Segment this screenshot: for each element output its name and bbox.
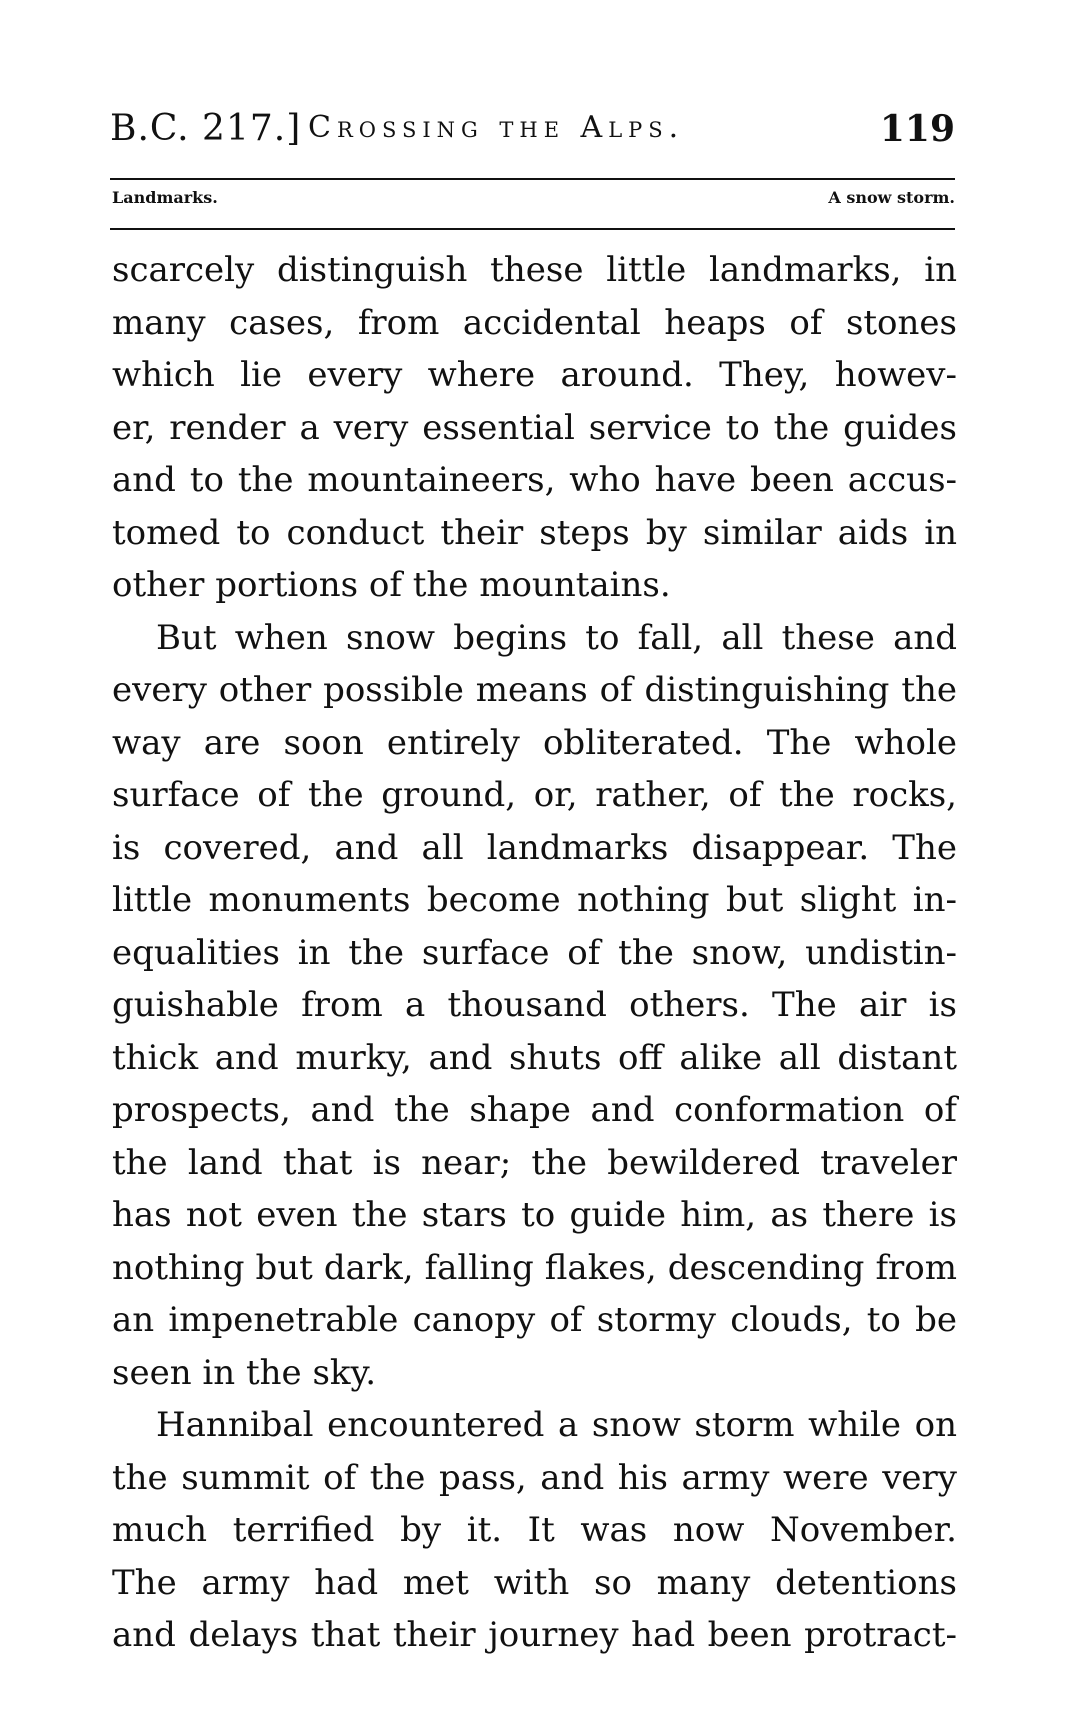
text-line: other portions of the mountains. xyxy=(112,565,671,605)
text-line: tomed to conduct their steps by similar aids in xyxy=(112,512,957,553)
text-line: But when snow begins to fall, all these and xyxy=(156,617,957,658)
text-line: nothing but dark, falling flakes, descending from xyxy=(112,1247,957,1288)
sidenote-right: A snow storm. xyxy=(828,188,955,207)
sidenote-left: Landmarks. xyxy=(112,188,218,207)
body-text xyxy=(112,244,957,1662)
text-line: seen in the sky. xyxy=(112,1352,377,1393)
running-head-title: Crossing the Alps. xyxy=(308,110,685,145)
text-line: prospects, and the shape and conformation of xyxy=(112,1090,957,1130)
text-line: little monuments become nothing but slight in- xyxy=(112,880,957,920)
text-line: every other possible means of distinguishing the xyxy=(112,670,957,710)
text-line: er, render a very essential service to the guides xyxy=(112,407,957,448)
running-header xyxy=(110,108,955,158)
header-rule-top xyxy=(110,178,955,180)
text-line: equalities in the surface of the snow, undistin- xyxy=(112,932,957,973)
text-line: surface of the ground, or, rather, of the rocks, xyxy=(112,775,957,815)
text-line: an impenetrable canopy of stormy clouds, to be xyxy=(112,1300,957,1340)
text-line: has not even the stars to guide him, as there is xyxy=(112,1195,957,1235)
running-head-date: B.C. 217.] xyxy=(110,108,302,149)
text-line: and to the mountaineers, who have been accus- xyxy=(112,460,957,500)
text-line: Hannibal encountered a snow storm while on xyxy=(156,1405,957,1445)
text-line: the land that is near; the bewildered traveler xyxy=(112,1142,957,1183)
page-number: 119 xyxy=(879,108,955,150)
text-line: much terrified by it. It was now November. xyxy=(112,1510,957,1550)
header-rule-bottom xyxy=(110,228,955,230)
text-line: is covered, and all landmarks disappear. The xyxy=(112,827,957,868)
text-line: the summit of the pass, and his army were very xyxy=(112,1457,957,1498)
text-line: which lie every where around. They, howev- xyxy=(112,355,957,395)
text-line: many cases, from accidental heaps of stones xyxy=(112,302,957,343)
text-line: way are soon entirely obliterated. The whole xyxy=(112,722,957,763)
text-line: guishable from a thousand others. The air is xyxy=(112,985,957,1025)
text-line: The army had met with so many detentions xyxy=(112,1562,957,1603)
text-line: thick and murky, and shuts off alike all distant xyxy=(112,1037,957,1078)
text-line: and delays that their journey had been protract- xyxy=(112,1615,957,1655)
text-line: scarcely distinguish these little landmarks, in xyxy=(112,250,957,290)
